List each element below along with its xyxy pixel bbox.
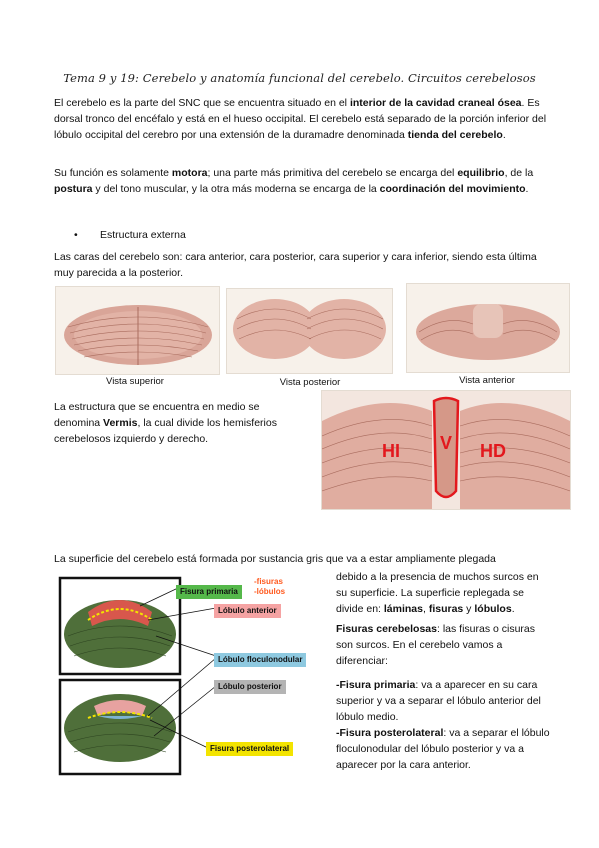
text: : va a separar el lóbulo floculonodular del lóbulo posterior y va a aparecer por la cara anterior. bbox=[336, 727, 550, 771]
text: . bbox=[511, 602, 515, 615]
label-lobulo-anterior: Lóbulo anterior bbox=[214, 604, 281, 618]
label-v: V bbox=[440, 433, 453, 453]
paragraph-fisura-posterolateral bbox=[336, 726, 550, 773]
bold-text: interior de la cavidad craneal ósea bbox=[349, 97, 522, 109]
bold-text: lóbulos bbox=[474, 602, 512, 615]
bold-text: fisuras bbox=[428, 602, 464, 615]
cerebellum-superior-illustration bbox=[56, 287, 219, 374]
paragraph-fisuras bbox=[336, 622, 546, 669]
text: , la cual divide los hemisferios cerebelosos izquierdo y derecho. bbox=[54, 416, 277, 445]
paragraph-function bbox=[54, 166, 550, 198]
paragraph-surface: La superficie del cerebelo está formada por sustancia gris que va a estar ampliamente plegada bbox=[54, 553, 496, 565]
paragraph-vermis bbox=[54, 400, 302, 447]
text: debido a la presencia de muchos surcos en su superficie. La superficie replegada se divide en: bbox=[336, 571, 539, 615]
image-vista-anterior bbox=[406, 283, 570, 373]
label-hi: HI bbox=[382, 441, 400, 461]
bold-text: -Fisura primaria bbox=[336, 679, 416, 691]
paragraph-surface-cont bbox=[336, 570, 550, 617]
image-vista-posterior bbox=[226, 288, 393, 374]
text: . Es dorsal tronco del encéfalo y está en el hueso occipital. El cerebelo está separado de la porción inferior del lóbulo occipital del cerebro por una extensión de la duramadre denominada bbox=[54, 97, 547, 141]
page-title: Tema 9 y 19: Cerebelo y anatomía funcional del cerebelo. Circuitos cerebelosos bbox=[63, 71, 536, 85]
text: . bbox=[525, 182, 529, 195]
cerebellum-posterior-illustration bbox=[227, 289, 392, 373]
text: La estructura que se encuentra en medio se denomina bbox=[54, 401, 260, 429]
caption-superior: Vista superior bbox=[106, 376, 164, 387]
image-vista-superior bbox=[55, 286, 220, 375]
text: Su función es solamente bbox=[54, 167, 172, 179]
text: , bbox=[422, 602, 429, 615]
bold-text: Vermis bbox=[103, 416, 138, 429]
label-hd: HD bbox=[480, 441, 506, 461]
paragraph-fisura-primaria bbox=[336, 678, 550, 725]
paragraph-intro bbox=[54, 96, 550, 143]
cerebellum-anterior-illustration bbox=[407, 284, 569, 372]
label-lobulo-posterior: Lóbulo posterior bbox=[214, 680, 286, 694]
label-fisura-primaria: Fisura primaria bbox=[176, 585, 242, 599]
bullet-text: Estructura externa bbox=[100, 229, 186, 241]
image-vermis bbox=[321, 390, 571, 510]
text: . bbox=[502, 128, 506, 141]
label-lobulo-floculonodular: Lóbulo floculonodular bbox=[214, 653, 306, 667]
bullet-icon: • bbox=[74, 229, 78, 241]
text: ; una parte más primitiva del cerebelo se encarga del bbox=[207, 167, 458, 179]
bold-text: -Fisura posterolateral bbox=[336, 727, 444, 739]
text: : las fisuras o cisuras son surcos. En el cerebelo vamos a diferenciar: bbox=[336, 623, 536, 667]
note-fisuras: -fisuras bbox=[254, 577, 283, 586]
bullet-item bbox=[74, 228, 186, 244]
text: y bbox=[463, 602, 475, 615]
text: y del tono muscular, y la otra más moderna se encarga de la bbox=[92, 182, 380, 195]
text: : va a aparecer en su cara superior y va a separar el lóbulo anterior del lóbulo medio. bbox=[336, 679, 541, 723]
caption-posterior: Vista posterior bbox=[279, 377, 341, 388]
bold-text: equilibrio bbox=[457, 167, 505, 179]
paragraph-faces: Las caras del cerebelo son: cara anterior, cara posterior, cara superior y cara inferior, siendo esta última muy parecida a la posterior. bbox=[54, 251, 537, 279]
bold-text: Fisuras cerebelosas bbox=[336, 623, 437, 635]
bold-text: coordinación del movimiento bbox=[379, 182, 526, 195]
text: El cerebelo es la parte del SNC que se encuentra situado en el bbox=[54, 97, 350, 109]
label-fisura-posterolateral: Fisura posterolateral bbox=[206, 742, 293, 756]
cerebellum-vermis-illustration bbox=[322, 391, 570, 509]
bold-text: postura bbox=[54, 182, 93, 195]
caption-anterior: Vista anterior bbox=[459, 375, 515, 386]
text: , de la bbox=[504, 167, 534, 179]
bold-text: tienda del cerebelo bbox=[407, 128, 503, 141]
bold-text: láminas bbox=[383, 602, 423, 615]
bold-text: motora bbox=[171, 167, 208, 179]
diagram-lobulos bbox=[58, 576, 326, 776]
note-lobulos: -lóbulos bbox=[254, 587, 286, 596]
